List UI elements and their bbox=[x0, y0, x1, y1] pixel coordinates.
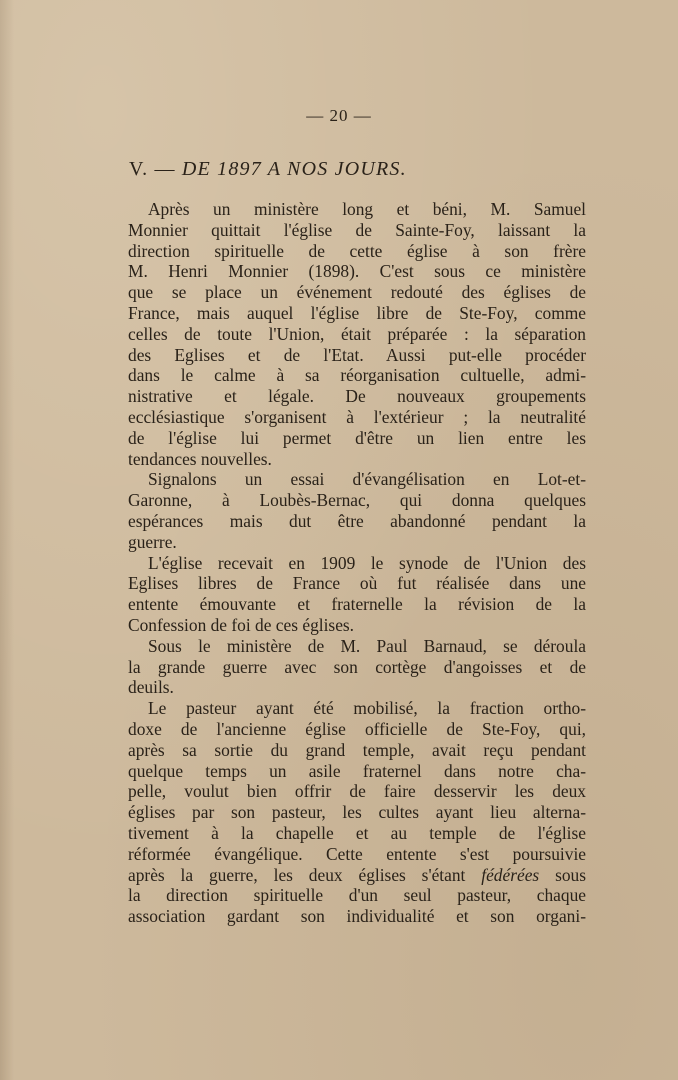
line-text: tendances nouvelles. bbox=[128, 448, 272, 469]
line-text: entente émouvante et fraternelle la révision de la bbox=[128, 594, 586, 615]
chapter-title: DE 1897 A NOS JOURS. bbox=[181, 158, 407, 180]
page-number: — 20 — bbox=[306, 106, 372, 125]
chapter-heading bbox=[129, 158, 407, 181]
line-text: Garonne, à Loubès-Bernac, qui donna quelques bbox=[128, 490, 586, 511]
text-line bbox=[128, 761, 586, 782]
text-line bbox=[128, 261, 586, 282]
line-text: Le pasteur ayant été mobilisé, la fraction ortho- bbox=[148, 698, 586, 719]
text-line bbox=[128, 386, 586, 407]
text-line bbox=[128, 282, 586, 303]
text-line bbox=[128, 573, 586, 594]
line-text: Après un ministère long et béni, M. Samuel bbox=[148, 199, 586, 219]
line-text: pelle, voulut bien offrir de faire desservir les deux bbox=[128, 781, 586, 802]
text-line bbox=[128, 740, 586, 761]
line-text: après la guerre, les deux églises s'étant bbox=[128, 864, 482, 885]
line-text: des Eglises et de l'Etat. Aussi put-elle procéder bbox=[128, 344, 586, 365]
text-line bbox=[128, 865, 586, 886]
italic-word: fédérées bbox=[481, 864, 540, 885]
text-line bbox=[128, 823, 586, 844]
text-line bbox=[128, 553, 586, 574]
line-text: Confession de foi de ces églises. bbox=[128, 614, 355, 635]
text-line bbox=[128, 615, 586, 636]
line-text: association gardant son individualité et son organi- bbox=[128, 906, 586, 927]
line-text: direction spirituelle de cette église à son frère bbox=[128, 240, 586, 261]
line-text: Signalons un essai d'évangélisation en Lot-et- bbox=[148, 469, 586, 490]
line-text: nistrative et légale. De nouveaux groupements bbox=[128, 386, 586, 407]
text-line bbox=[128, 469, 586, 490]
line-text: tivement à la chapelle et au temple de l'église bbox=[128, 822, 586, 843]
text-line bbox=[128, 698, 586, 719]
text-line bbox=[128, 657, 586, 678]
text-line bbox=[128, 802, 586, 823]
text-line bbox=[128, 636, 586, 657]
line-text: quelque temps un asile fraternel dans notre cha- bbox=[128, 760, 586, 781]
text-line bbox=[128, 345, 586, 366]
text-line bbox=[128, 532, 586, 553]
line-text: Monnier quittait l'église de Sainte-Foy, laissant la bbox=[128, 219, 586, 240]
text-line bbox=[128, 594, 586, 615]
text-line bbox=[128, 324, 586, 345]
chapter-numeral: V. — bbox=[129, 158, 182, 180]
text-line bbox=[128, 365, 586, 386]
line-text: Eglises libres de France où fut réalisée dans une bbox=[128, 573, 586, 594]
body-text bbox=[128, 199, 586, 927]
line-text: réformée évangélique. Cette entente s'est poursuivie bbox=[128, 843, 586, 864]
line-text: Sous le ministère de M. Paul Barnaud, se déroula bbox=[148, 635, 586, 656]
text-line bbox=[128, 490, 586, 511]
text-line bbox=[128, 511, 586, 532]
text-line bbox=[128, 407, 586, 428]
line-text: la grande guerre avec son cortège d'angoisses et de bbox=[128, 656, 586, 677]
text-line bbox=[128, 885, 586, 906]
line-text: ecclésiastique s'organisent à l'extérieur ; la neutralité bbox=[128, 406, 586, 427]
text-line bbox=[128, 677, 586, 698]
line-text: que se place un événement redouté des églises de bbox=[128, 282, 586, 303]
text-line bbox=[128, 844, 586, 865]
text-line bbox=[128, 781, 586, 802]
line-text: L'église recevait en 1909 le synode de l'Union des bbox=[148, 552, 586, 573]
text-line bbox=[128, 220, 586, 241]
text-line bbox=[128, 449, 586, 470]
line-text: églises par son pasteur, les cultes ayant lieu alterna- bbox=[128, 802, 586, 823]
text-line bbox=[128, 199, 586, 220]
line-text: la direction spirituelle d'un seul pasteur, chaque bbox=[128, 885, 586, 906]
text-line bbox=[128, 303, 586, 324]
line-text: celles de toute l'Union, était préparée : la séparation bbox=[128, 323, 586, 344]
line-text: après sa sortie du grand temple, avait reçu pendant bbox=[128, 739, 586, 760]
line-text: doxe de l'ancienne église officielle de Ste-Foy, qui, bbox=[128, 718, 586, 739]
line-text: deuils. bbox=[128, 677, 174, 698]
line-text: espérances mais dut être abandonné pendant la bbox=[128, 510, 586, 531]
text-line bbox=[128, 906, 586, 927]
line-text-after: sous bbox=[539, 864, 586, 885]
line-text: M. Henri Monnier (1898). C'est sous ce ministère bbox=[128, 261, 586, 282]
text-line bbox=[128, 719, 586, 740]
line-text: France, mais auquel l'église libre de Ste-Foy, comme bbox=[128, 302, 586, 323]
line-text: de l'église lui permet d'être un lien entre les bbox=[128, 427, 586, 448]
text-line bbox=[128, 428, 586, 449]
text-line bbox=[128, 241, 586, 262]
line-text: guerre. bbox=[128, 531, 177, 552]
line-text: dans le calme à sa réorganisation cultuelle, admi- bbox=[128, 365, 586, 386]
